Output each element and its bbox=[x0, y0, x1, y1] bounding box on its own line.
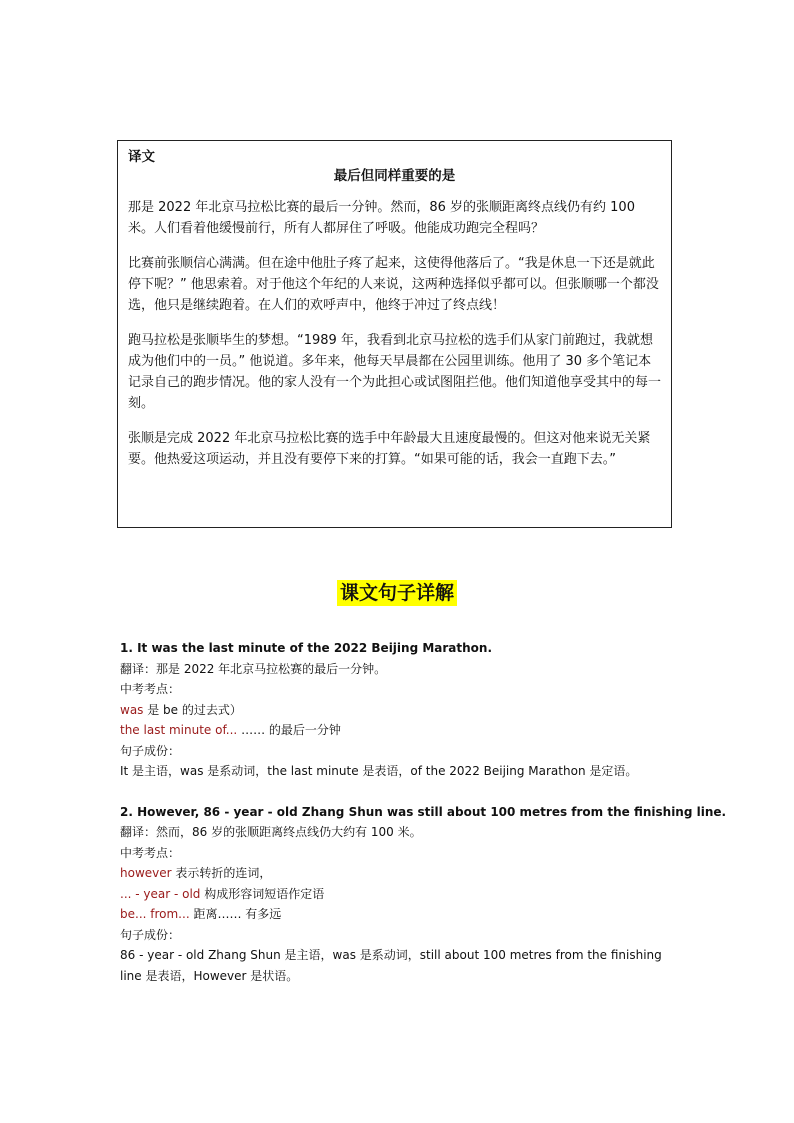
translation-box bbox=[117, 140, 672, 528]
sentence-notes bbox=[120, 638, 727, 986]
translation-paragraph: 跑马拉松是张顺毕生的梦想。“1989 年，我看到北京马拉松的选手们从家门前跑过，我就想成为他们中的一员。” 他说道。多年来，他每天早晨都在公园里训练。他用了 30 多个笔记本记录自己的跑步情况。他的家人没有一个为此担心或试图阻拦他。他们知道他享受其中的每一刻。 bbox=[128, 333, 662, 411]
exam-point-text: 表示转折的连词， bbox=[171, 866, 272, 880]
structure-label: 句子成份： bbox=[120, 743, 181, 758]
sentence-1-translation: 翻译：那是 2022 年北京马拉松赛的最后一分钟。 bbox=[120, 661, 387, 676]
exam-point bbox=[120, 700, 676, 721]
translation-paragraph: 张顺是完成 2022 年北京马拉松比赛的选手中年龄最大且速度最慢的。但这对他来说无关紧要。他热爱这项运动，并且没有要停下来的打算。“如果可能的话，我会一直跑下去。” bbox=[128, 431, 651, 467]
exam-point bbox=[120, 884, 676, 905]
exam-point-term: the last minute of... bbox=[120, 723, 238, 737]
exam-point-text: …… 的最后一分钟 bbox=[237, 723, 341, 737]
translation-paragraph: 比赛前张顺信心满满。但在途中他肚子疼了起来，这使得他落后了。“我是休息一下还是就此停下呢？” 他思索着。对于他这个年纪的人来说，这两种选择似乎都可以。但张顺哪一个都没选，他只是继续跑着。在人们的欢呼声中，他终于冲过了终点线！ bbox=[128, 256, 659, 313]
exam-point-text: 构成形容词短语作定语 bbox=[200, 886, 325, 901]
sentence-2: 2. However, 86 - year - old Zhang Shun was still about 100 metres from the finishing line. bbox=[120, 804, 727, 819]
exam-point-text: 是 be 的过去式） bbox=[143, 702, 242, 717]
exam-point-term: however bbox=[120, 866, 172, 880]
exam-points-label: 中考考点： bbox=[120, 682, 181, 696]
structure-label: 句子成份： bbox=[120, 927, 181, 942]
exam-point-text: 距离…… 有多远 bbox=[189, 907, 282, 921]
sentence-1: 1. It was the last minute of the 2022 Beijing Marathon. bbox=[120, 641, 493, 655]
sentence-2-structure: 86 - year - old Zhang Shun 是主语，was 是系动词，still about 100 metres from the finishing line 是表语，However 是状语。 bbox=[120, 948, 662, 983]
translation-paragraph: 那是 2022 年北京马拉松比赛的最后一分钟。然而，86 岁的张顺距离终点线仍有约 100 米。人们看着他缓慢前行，所有人都屏住了呼吸。他能成功跑完全程吗？ bbox=[128, 200, 635, 236]
translation-label: 译文 bbox=[128, 149, 155, 165]
exam-points-label: 中考考点： bbox=[120, 845, 181, 860]
sentence-1-structure: It 是主语，was 是系动词，the last minute 是表语，of the 2022 Beijing Marathon 是定语。 bbox=[120, 764, 638, 778]
translation-title: 最后但同样重要的是 bbox=[333, 168, 456, 184]
exam-point-term: was bbox=[120, 702, 144, 717]
spacer bbox=[120, 782, 676, 802]
exam-point bbox=[120, 904, 676, 925]
exam-point bbox=[120, 863, 676, 884]
exam-point bbox=[120, 720, 676, 741]
exam-point-term: be... from... bbox=[120, 907, 190, 921]
sentence-2-translation: 翻译：然而，86 岁的张顺距离终点线仍大约有 100 米。 bbox=[120, 825, 422, 839]
section-heading-text: 课文句子详解 bbox=[337, 580, 457, 606]
section-heading bbox=[0, 580, 794, 606]
exam-point-term: ... - year - old bbox=[120, 886, 201, 901]
